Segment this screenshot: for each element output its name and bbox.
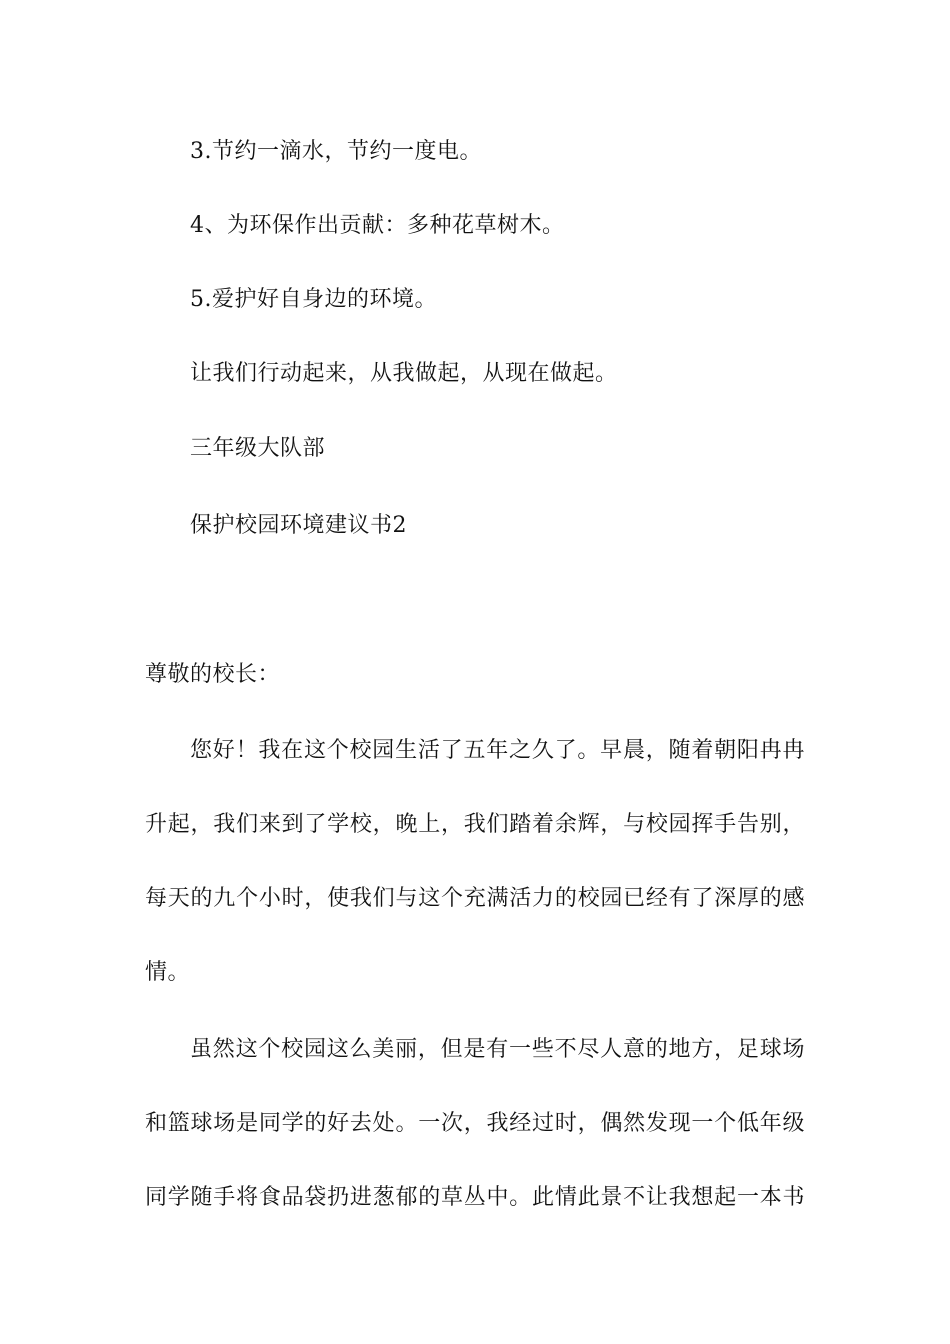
list-item-4: 4、为环保作出贡献：多种花草树木。 [190,213,565,238]
paragraph2-line: 同学随手将食品袋扔进葱郁的草丛中。此情此景不让我想起一本书 [145,1185,805,1210]
paragraph1-line: 升起，我们来到了学校，晚上，我们踏着余辉，与校园挥手告别， [145,812,805,837]
paragraph1-line: 情。 [145,960,191,985]
paragraph1-line: 每天的九个小时，使我们与这个充满活力的校园已经有了深厚的感 [145,886,805,911]
paragraph2-line: 虽然这个校园这么美丽，但是有一些不尽人意的地方，足球场 [190,1037,805,1062]
section-title: 保护校园环境建议书2 [190,513,407,538]
call-to-action: 让我们行动起来，从我做起，从现在做起。 [190,361,618,386]
signature: 三年级大队部 [190,436,326,461]
paragraph1-line: 您好！我在这个校园生活了五年之久了。早晨，随着朝阳冉冉 [190,738,805,763]
list-item-3: 3.节约一滴水，节约一度电。 [190,139,482,164]
list-item-5: 5.爱护好自身边的环境。 [190,287,437,312]
salutation: 尊敬的校长： [145,662,281,687]
paragraph2-line: 和篮球场是同学的好去处。一次，我经过时，偶然发现一个低年级 [145,1111,805,1136]
